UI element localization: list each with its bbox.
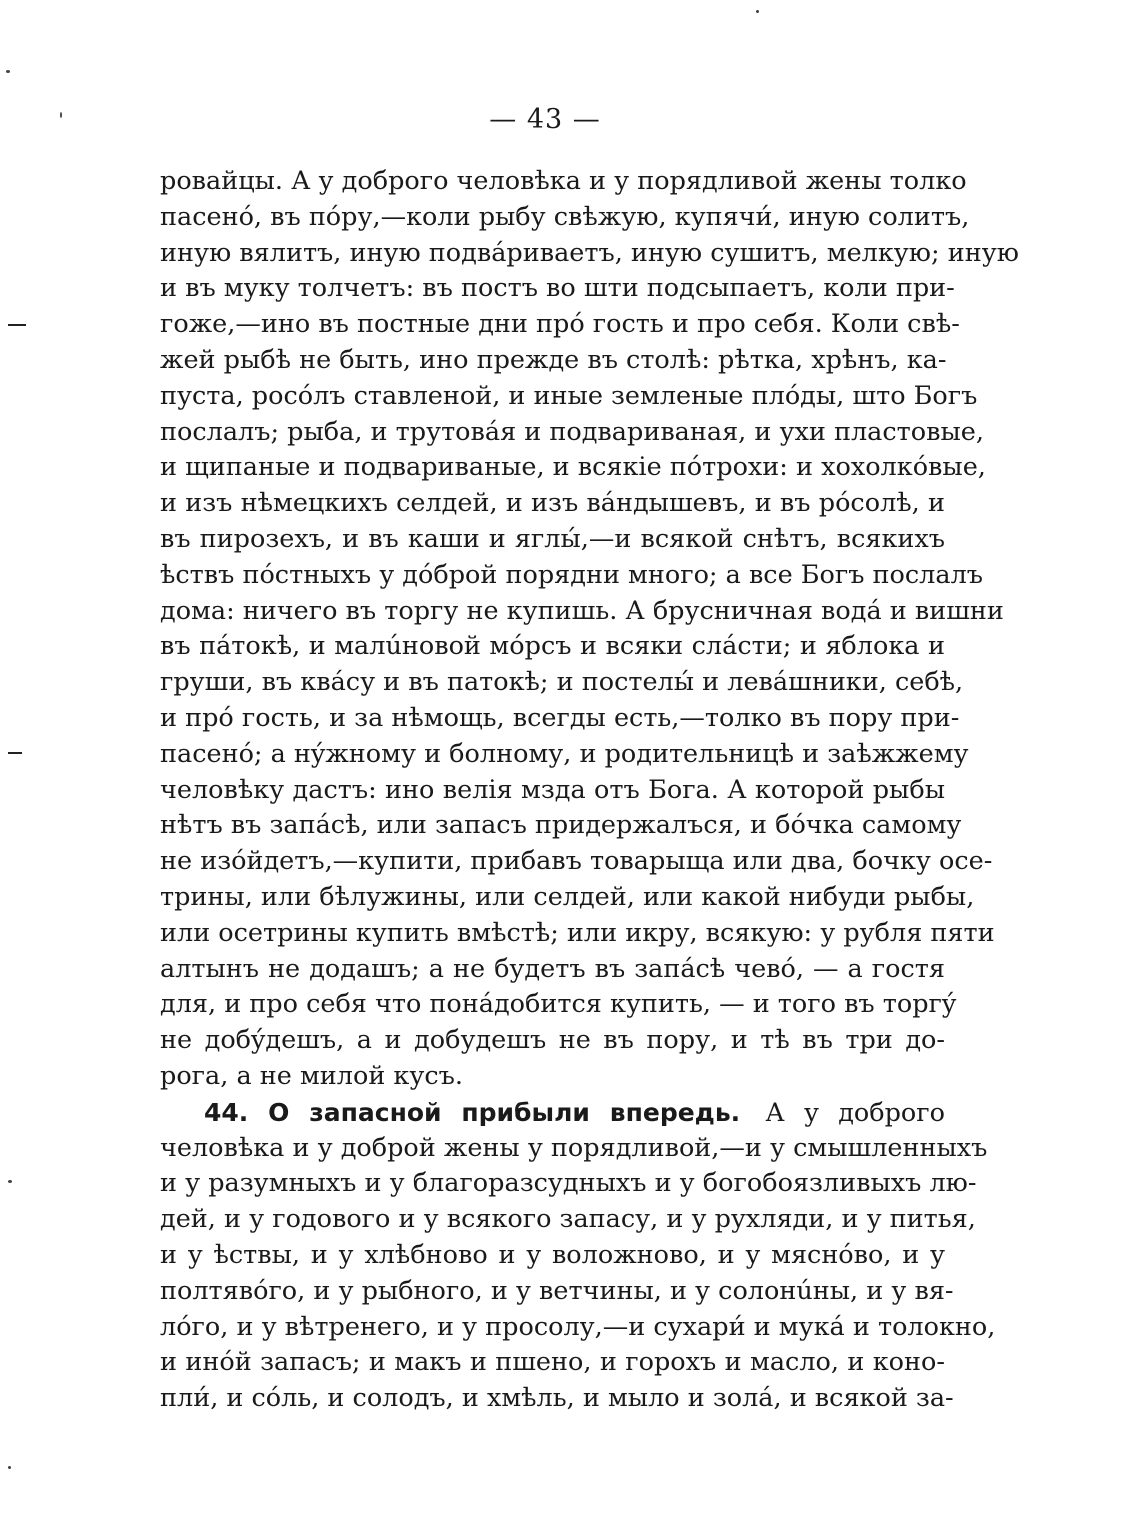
text-line: дома: ничего въ торгу не купишь. А брусничная водá и вишни [160,595,1004,626]
text-line: дей, и у годового и у всякого запасу, и у рухляди, и у питья, [160,1204,976,1235]
text-line: для, и про себя что понáдобится купить, — и того въ торгý [160,989,957,1020]
text-line: лóго, и у вѣтренего, и у просолу,—и сухари́ и мукá и толокно, [160,1311,996,1342]
text-line: пли́, и сóль, и солодъ, и хмѣль, и мыло и золá, и всякой за- [160,1383,954,1414]
text-line: или осетрины купить вмѣстѣ; или икру, всякую: у рубля пяти [160,917,995,948]
text-line: нѣтъ въ запáсѣ, или запасъ придержалъся, и бóчка самому [160,810,962,841]
page-number: — 43 — [489,104,601,135]
text-line: жей рыбѣ не быть, ино прежде въ столѣ: рѣтка, хрѣнъ, ка- [160,344,947,375]
text-line: алтынъ не додашъ; а не будетъ въ запáсѣ чевó, — а гостя [160,953,945,984]
text-line: пасенó; а нýжному и болному, и родительницѣ и заѣжжему [160,738,969,769]
text-line: послалъ; рыба, и трутовáя и подвариваная, и ухи пластовые, [160,416,984,447]
paragraph-continued [160,164,1019,1095]
scan-speck [6,70,10,73]
text-line: человѣка и у доброй жены у порядливой,—и у смышленныхъ [160,1132,988,1163]
scan-speck [8,1180,12,1183]
body-text [160,164,1019,1417]
text-line: и въ муку толчетъ: въ постъ во шти подсыпаетъ, коли при- [160,273,955,304]
text-line: рога, а не милой кусъ. [160,1060,463,1091]
text-line: и прó гость, и за нѣмощь, всегды есть,—толко въ пору при- [160,702,960,733]
text-line: пуста, росóлъ ставленой, и иные земленые плóды, што Богъ [160,380,978,411]
text-line: ровайцы. А у доброго человѣка и у порядливой жены толко [160,166,967,196]
section-44-first-line-text: А у доброго [765,1097,946,1128]
text-line: и щипаные и подвариваные, и всякіе пóтрохи: и хохолкóвые, [160,452,986,483]
text-line: человѣку дастъ: ино велія мзда отъ Бога. А которой рыбы [160,774,945,805]
text-line: ѣствъ пóстныхъ у дóброй порядни много; а все Богъ послалъ [160,559,984,590]
scan-speck [60,112,62,118]
text-line: въ пáтокѣ, и малúновой мóрсъ и всяки слáсти; и яблока и [160,631,945,662]
text-line: не изóйдетъ,—купити, прибавъ товарыща или два, бочку осе- [160,846,993,877]
scan-speck [756,10,759,13]
text-line: пасенó, въ пóру,—коли рыбу свѣжую, купячи́, иную солитъ, [160,201,970,232]
text-line: и у ѣствы, и у хлѣбново и у воложново, и у мяснóво, и у [160,1239,945,1270]
margin-mark [8,324,26,326]
section-44-first-line [160,1095,945,1131]
text-line: и инóй запасъ; и макъ и пшено, и горохъ и масло, и коно- [160,1347,945,1378]
text-line: не добýдешъ, а и добудешъ не въ пору, и тѣ въ три до- [160,1025,945,1056]
section-44-body [160,1131,996,1417]
text-line: иную вялитъ, иную подвáриваетъ, иную сушитъ, мелкую; иную [160,237,1019,268]
margin-mark [8,752,22,754]
text-line: гоже,—ино въ постные дни прó гость и про себя. Коли свѣ- [160,309,960,340]
text-line: въ пирозехъ, и въ каши и яглы́,—и всякой снѣтъ, всякихъ [160,523,945,554]
text-line: и у разумныхъ и у благоразсудныхъ и у богобоязливыхъ лю- [160,1168,977,1199]
text-line: трины, или бѣлужины, или селдей, или какой нибуди рыбы, [160,881,975,912]
text-line: полтявóго, и у рыбного, и у ветчины, и у солонúны, и у вя- [160,1275,954,1306]
text-line: и изъ нѣмецкихъ селдей, и изъ вáндышевъ, и въ рóсолѣ, и [160,488,945,519]
scan-speck [8,1466,11,1469]
text-line: груши, въ квáсу и въ патокѣ; и постелы́ и левáшники, себѣ, [160,667,964,698]
section-heading: 44. О запасной прибыли впередь. [204,1097,741,1127]
